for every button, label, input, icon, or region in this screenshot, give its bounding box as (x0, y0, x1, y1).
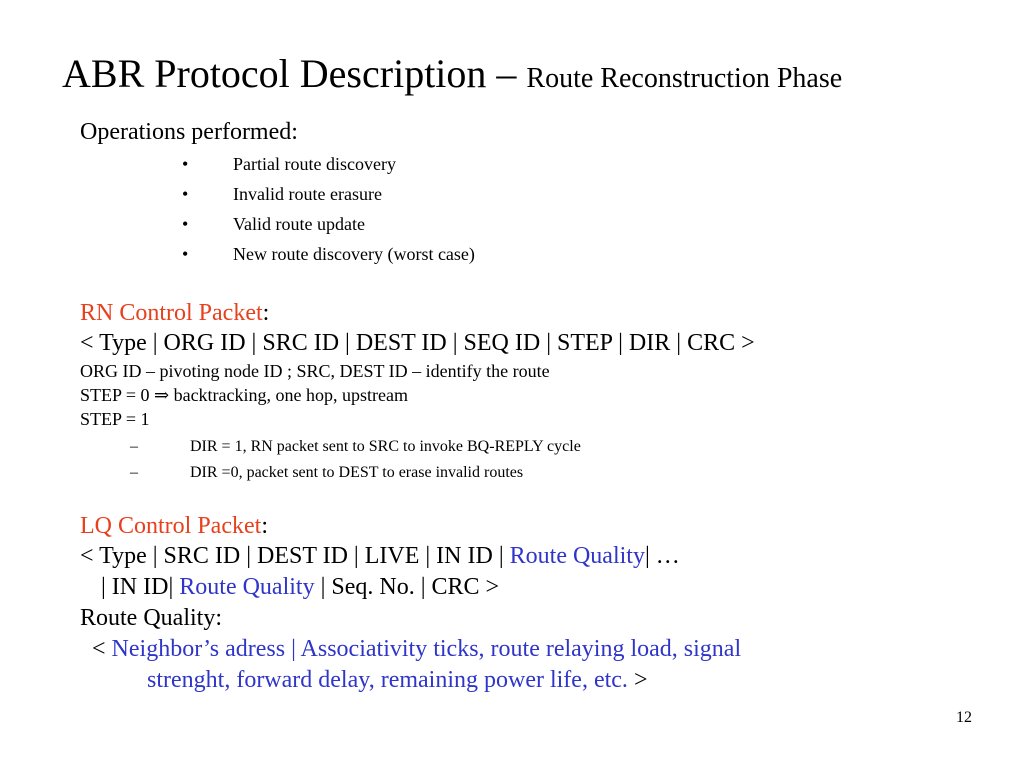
lq-packet-format-line1 (80, 541, 680, 571)
list-item-text: Partial route discovery (233, 154, 396, 174)
operations-heading: Operations performed: (80, 119, 298, 145)
lq-format2-tail: | Seq. No. | CRC > (314, 574, 500, 600)
route-quality-ref: Route Quality (173, 574, 315, 600)
route-quality-heading: Route Quality: (80, 605, 222, 631)
rn-packet-format: < Type | ORG ID | SRC ID | DEST ID | SEQ ID | STEP | DIR | CRC > (80, 330, 755, 356)
list-item: • Partial route discovery (182, 154, 396, 174)
rn-line-step0: STEP = 0 ⇒ backtracking, one hop, upstream (80, 385, 408, 405)
list-item-text: Invalid route erasure (233, 184, 382, 204)
lq-format1-tail: | … (644, 543, 680, 569)
rn-sub-item-text: DIR = 1, RN packet sent to SRC to invoke BQ-REPLY cycle (190, 438, 581, 455)
page-number: 12 (956, 709, 972, 726)
list-item-text: New route discovery (worst case) (233, 244, 475, 264)
rq-open-bracket: < (92, 636, 106, 662)
slide-title-sub: Route Reconstruction Phase (526, 63, 843, 94)
lq-heading (80, 511, 268, 541)
rq-line2-text: strenght, forward delay, remaining power life, etc. (147, 667, 628, 693)
rn-line-org-id: ORG ID – pivoting node ID ; SRC, DEST ID – identify the route (80, 361, 550, 381)
list-item: • Valid route update (182, 214, 365, 234)
slide-title (62, 50, 842, 103)
rn-sub-item: – DIR = 1, RN packet sent to SRC to invoke BQ-REPLY cycle (130, 438, 581, 455)
rn-sub-item-text: DIR =0, packet sent to DEST to erase invalid routes (190, 464, 524, 481)
lq-colon: : (261, 513, 268, 539)
lq-format2-text: | IN ID| (101, 574, 174, 600)
lq-format1-text: < Type | SRC ID | DEST ID | LIVE | IN ID | (80, 543, 510, 569)
list-item: • Invalid route erasure (182, 184, 382, 204)
rn-colon: : (262, 300, 270, 326)
slide-title-main: ABR Protocol Description – (62, 51, 517, 96)
route-quality-line1 (92, 634, 741, 664)
rn-heading (80, 298, 269, 328)
route-quality-ref: Route Quality (509, 543, 645, 569)
rq-line1-text: Neighbor’s adress | Associativity ticks, route relaying load, signal (105, 636, 742, 662)
lq-packet-format-line2 (101, 572, 499, 602)
route-quality-line2 (147, 665, 647, 695)
rn-line-step1: STEP = 1 (80, 409, 150, 429)
lq-label: LQ Control Packet (80, 513, 262, 539)
rn-label: RN Control Packet (80, 300, 263, 326)
list-item-text: Valid route update (233, 214, 365, 234)
list-item: • New route discovery (worst case) (182, 244, 475, 264)
rq-close-bracket: > (627, 667, 648, 693)
rn-sub-item: – DIR =0, packet sent to DEST to erase invalid routes (130, 464, 524, 481)
